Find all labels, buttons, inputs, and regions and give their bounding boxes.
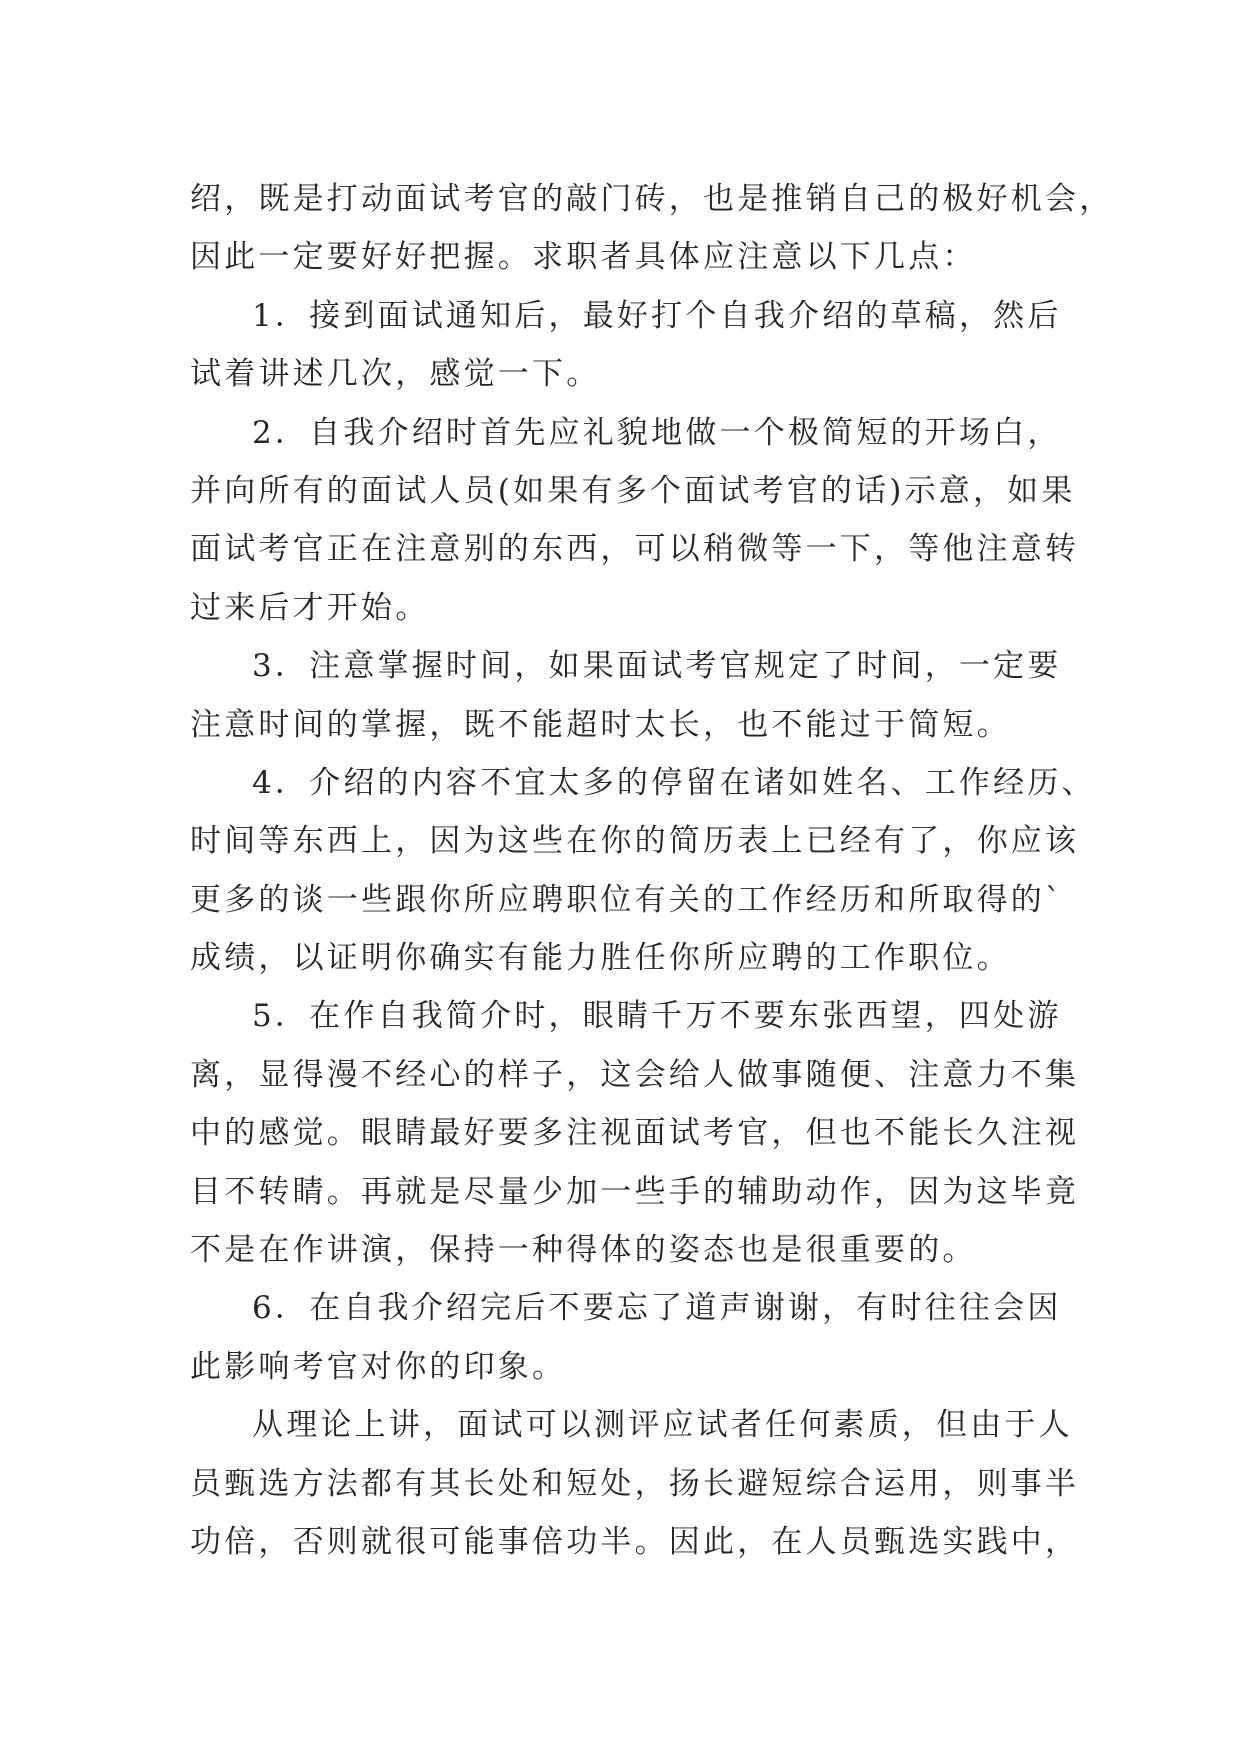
text-line: 2．自我介绍时首先应礼貌地做一个极简短的开场白，: [252, 414, 1062, 451]
text-line: 3．注意掌握时间，如果面试考官规定了时间，一定要: [252, 648, 1062, 685]
text-line: 更多的谈一些跟你所应聘职位有关的工作经历和所取得的`: [190, 881, 1064, 918]
text-line: 员甄选方法都有其长处和短处，扬长避短综合运用，则事半: [190, 1465, 1080, 1502]
text-line: 4．介绍的内容不宜太多的停留在诸如姓名、工作经历、: [252, 764, 1096, 801]
text-line: 绍，既是打动面试考官的敲门砖，也是推销自己的极好机会，: [190, 181, 1114, 217]
text-line: 离，显得漫不经心的样子，这会给人做事随便、注意力不集: [190, 1056, 1080, 1093]
text-line: 不是在作讲演，保持一种得体的姿态也是很重要的。: [190, 1232, 977, 1269]
text-line: 1．接到面试通知后，最好打个自我介绍的草稿，然后: [252, 297, 1062, 334]
text-line: 时间等东西上，因为这些在你的简历表上已经有了，你应该: [190, 823, 1080, 860]
text-line: 并向所有的面试人员(如果有多个面试考官的话)示意，如果: [190, 472, 1076, 509]
text-line: 5．在作自我简介时，眼睛千万不要东张西望，四处游: [252, 998, 1062, 1035]
text-line: 目不转睛。再就是尽量少加一些手的辅助动作，因为这毕竟: [190, 1173, 1080, 1210]
text-line: 从理论上讲，面试可以测评应试者任何素质，但由于人: [252, 1407, 1073, 1444]
text-line: 此影响考官对你的印象。: [190, 1348, 567, 1385]
text-line: 中的感觉。眼睛最好要多注视面试考官，但也不能长久注视: [190, 1115, 1080, 1152]
text-line: 注意时间的掌握，既不能超时太长，也不能过于简短。: [190, 706, 1011, 743]
text-line: 功倍，否则就很可能事倍功半。因此，在人员甄选实践中，: [190, 1523, 1080, 1560]
text-line: 过来后才开始。: [190, 589, 430, 626]
document-body-text: [190, 170, 1114, 1571]
text-line: 6．在自我介绍完后不要忘了道声谢谢，有时往往会因: [252, 1290, 1062, 1327]
text-line: 成绩，以证明你确实有能力胜任你所应聘的工作职位。: [190, 940, 1011, 977]
text-line: 因此一定要好好把握。求职者具体应注意以下几点：: [190, 239, 977, 276]
text-line: 试着讲述几次，感觉一下。: [190, 356, 601, 393]
text-line: 面试考官正在注意别的东西，可以稍微等一下，等他注意转: [190, 531, 1080, 568]
